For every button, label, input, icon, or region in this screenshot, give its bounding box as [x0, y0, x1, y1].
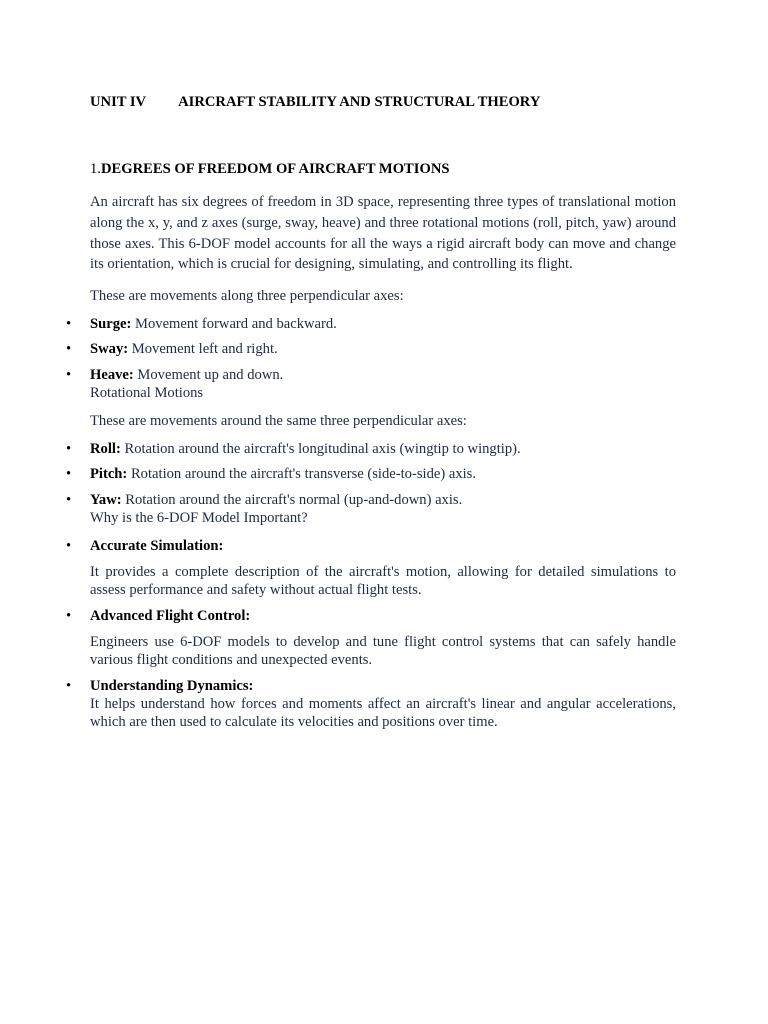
rotational-heading: Rotational Motions	[90, 385, 204, 402]
section-heading	[90, 160, 676, 178]
advanced-flight-control-description: Engineers use 6-DOF models to develop and tune flight control systems that can safely handle various flight conditions and unexpected events.	[90, 634, 676, 669]
list-item	[90, 537, 676, 555]
list-item	[90, 440, 676, 458]
list-item	[90, 315, 676, 333]
importance-list-3	[90, 677, 676, 695]
definition-heave: Movement up and down.	[133, 367, 284, 384]
section-title: DEGREES OF FREEDOM OF AIRCRAFT MOTIONS	[100, 161, 450, 177]
term-yaw: Yaw:	[90, 492, 122, 509]
term-roll: Roll:	[90, 441, 121, 458]
unit-title: AIRCRAFT STABILITY AND STRUCTURAL THEORY	[178, 94, 541, 110]
term-accurate-simulation: Accurate Simulation:	[90, 538, 224, 555]
unit-header	[90, 93, 676, 111]
accurate-simulation-description: It provides a complete description of the aircraft's motion, allowing for detailed simulations to assess performance and safety without actual flight tests.	[90, 564, 676, 599]
list-item	[90, 677, 676, 695]
term-pitch: Pitch:	[90, 466, 128, 483]
importance-list	[90, 537, 676, 555]
translational-list	[90, 315, 676, 384]
list-item	[90, 465, 676, 483]
importance-heading: Why is the 6-DOF Model Important?	[90, 510, 308, 527]
rotational-intro: These are movements around the same three perpendicular axes:	[90, 413, 467, 430]
term-heave: Heave:	[90, 367, 134, 384]
term-understanding-dynamics: Understanding Dynamics:	[90, 678, 254, 695]
list-item	[90, 491, 676, 509]
term-sway: Sway:	[90, 341, 129, 358]
definition-pitch: Rotation around the aircraft's transverse (side-to-side) axis.	[127, 466, 477, 483]
understanding-dynamics-description: It helps understand how forces and moments affect an aircraft's linear and angular accelerations, which are then used to calculate its velocities and positions over time.	[90, 696, 676, 731]
term-surge: Surge:	[90, 316, 132, 333]
rotational-list	[90, 440, 676, 509]
list-item	[90, 607, 676, 625]
intro-paragraph: An aircraft has six degrees of freedom in 3D space, representing three types of translational motion along the x, y, and z axes (surge, sway, heave) and three rotational motions (roll, pitch, yaw) around those axes. This 6-DOF model accounts for all the ways a rigid aircraft body can move and change its orientation, which is crucial for designing, simulating, and controlling its flight.	[90, 194, 676, 273]
term-advanced-flight-control: Advanced Flight Control:	[90, 608, 251, 625]
document-content	[90, 93, 676, 731]
definition-roll: Rotation around the aircraft's longitudinal axis (wingtip to wingtip).	[120, 441, 521, 458]
definition-yaw: Rotation around the aircraft's normal (up-and-down) axis.	[121, 492, 463, 509]
definition-surge: Movement forward and backward.	[131, 316, 337, 333]
importance-list-2	[90, 607, 676, 625]
unit-label: UNIT IV	[90, 94, 147, 110]
list-item	[90, 366, 676, 384]
definition-sway: Movement left and right.	[128, 341, 278, 358]
section-number: 1.	[90, 161, 101, 177]
translational-intro: These are movements along three perpendicular axes:	[90, 288, 404, 305]
list-item	[90, 340, 676, 358]
